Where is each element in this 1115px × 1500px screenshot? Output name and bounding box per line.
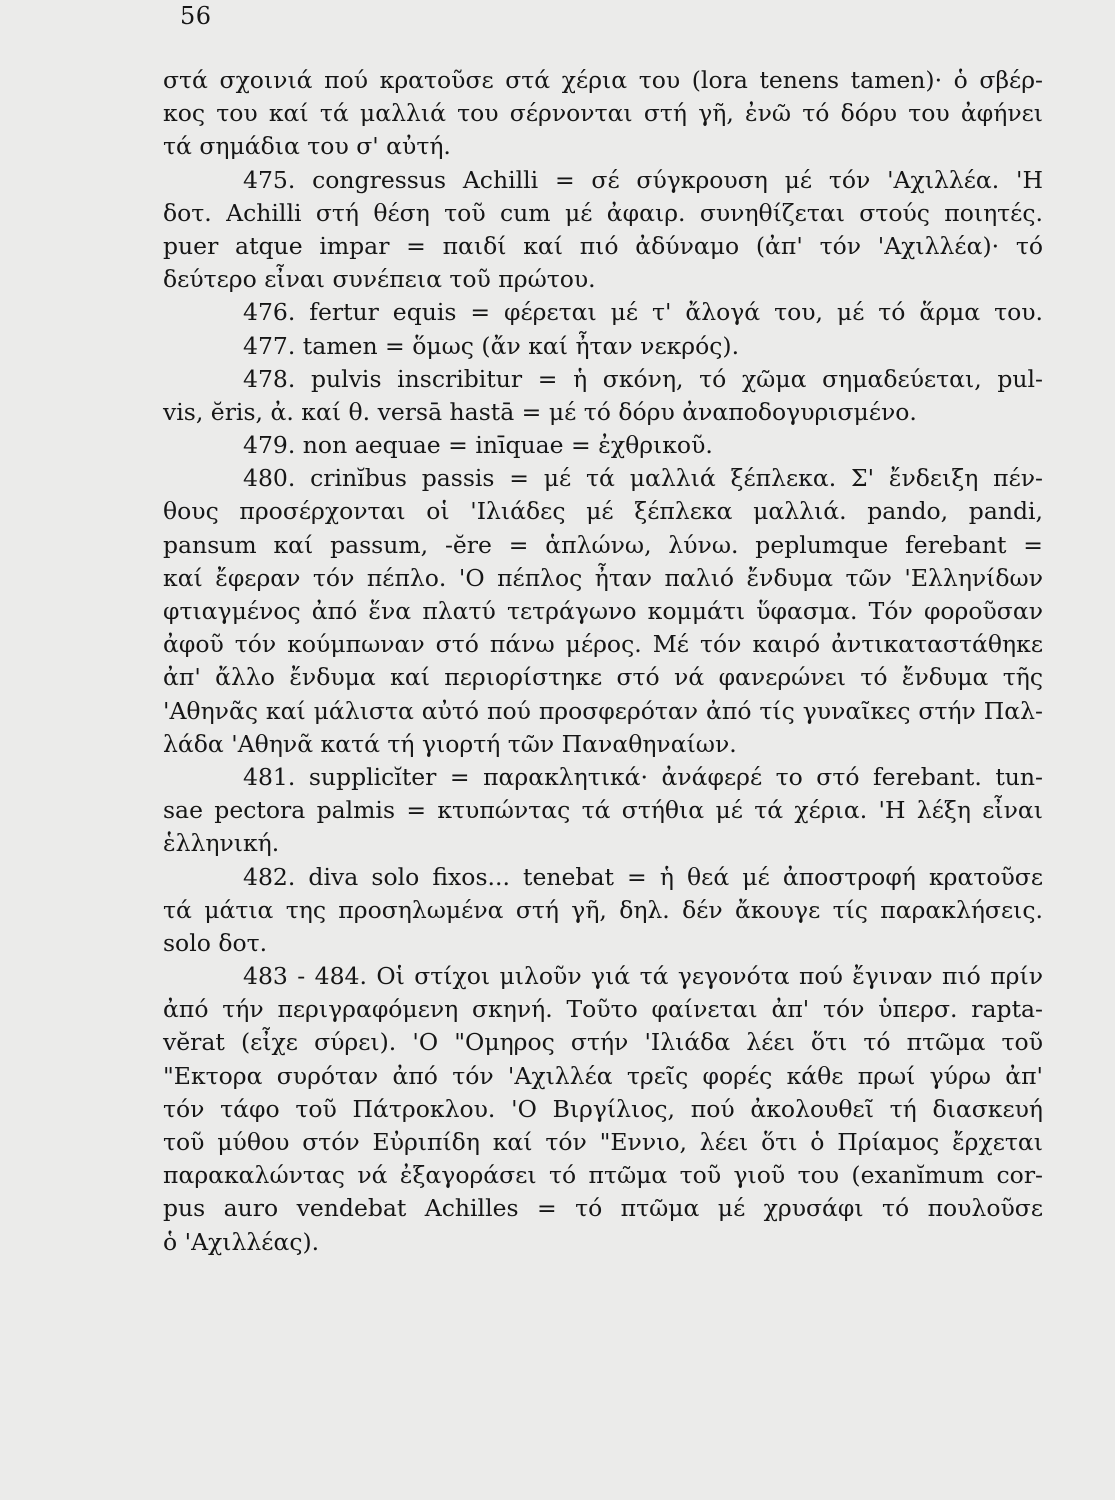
text-line: 'Αθηνᾶς καί μάλιστα αὐτό πού προσφερόταν ἀπό τίς γυναῖκες στήν Παλ- bbox=[163, 696, 1043, 725]
text-line: τόν τάφο τοῦ Πάτροκλου. 'Ο Βιργίλιος, πού ἀκολουθεῖ τή διασκευή bbox=[163, 1094, 1043, 1123]
text-line: vĕrat (εἶχε σύρει). 'Ο "Ομηρος στήν 'Ιλιάδα λέει ὅτι τό πτῶμα τοῦ bbox=[163, 1028, 1043, 1057]
text-line: λάδα 'Αθηνᾶ κατά τή γιορτή τῶν Παναθηναίων. bbox=[163, 729, 737, 758]
text-line: ὁ 'Αχιλλέας). bbox=[163, 1227, 320, 1256]
text-line: ἑλληνική. bbox=[163, 829, 280, 858]
text-line: ἀφοῦ τόν κούμπωναν στό πάνω μέρος. Μέ τόν καιρό ἀντικαταστάθηκε bbox=[163, 630, 1043, 659]
text-line: θους προσέρχονται οἱ 'Ιλιάδες μέ ξέπλεκα μαλλιά. pando, pandi, bbox=[163, 497, 1043, 526]
text-line: παρακαλώντας νά ἐξαγοράσει τό πτῶμα τοῦ γιοῦ του (exanĭmum cor- bbox=[163, 1161, 1043, 1190]
text-line: δεύτερο εἶναι συνέπεια τοῦ πρώτου. bbox=[163, 265, 596, 294]
commentary-text bbox=[163, 64, 1043, 1259]
text-line: τά μάτια της προσηλωμένα στή γῆ, δηλ. δέν ἄκουγε τίς παρακλήσεις. bbox=[163, 895, 1043, 924]
text-line: φτιαγμένος ἀπό ἕνα πλατύ τετράγωνο κομμάτι ὕφασμα. Τόν φοροῦσαν bbox=[163, 597, 1043, 625]
text-line: 475. congressus Achilli = σέ σύγκρουση μέ τόν 'Αχιλλέα. 'Η bbox=[243, 165, 1043, 194]
text-line: 477. tamen = ὅμως (ἄν καί ἦταν νεκρός). bbox=[243, 331, 740, 360]
text-line: καί ἔφεραν τόν πέπλο. 'Ο πέπλος ἦταν παλιό ἔνδυμα τῶν 'Ελληνίδων bbox=[163, 563, 1043, 592]
text-line: 483 - 484. Οἱ στίχοι μιλοῦν γιά τά γεγονότα πού ἔγιναν πιό πρίν bbox=[243, 962, 1043, 991]
text-line: δοτ. Achilli στή θέση τοῦ cum μέ ἀφαιρ. συνηθίζεται στούς ποιητές. bbox=[163, 198, 1043, 227]
text-line: 479. non aequae = inīquae = ἐχθρικοῦ. bbox=[243, 431, 713, 460]
text-line: vis, ĕris, ἀ. καί θ. versā hastā = μέ τό δόρυ ἀναποδογυρισμένο. bbox=[163, 397, 917, 426]
text-line: τοῦ μύθου στόν Εὐριπίδη καί τόν "Εννιο, λέει ὅτι ὁ Πρίαμος ἔρχεται bbox=[163, 1128, 1043, 1156]
page-number: 56 bbox=[180, 2, 212, 30]
text-line: 476. fertur equis = φέρεται μέ τ' ἄλογά του, μέ τό ἅρμα του. bbox=[243, 298, 1043, 327]
text-line: 480. crinĭbus passis = μέ τά μαλλιά ξέπλεκα. Σ' ἔνδειξη πέν- bbox=[243, 464, 1043, 493]
text-line: 478. pulvis inscribitur = ἡ σκόνη, τό χῶμα σημαδεύεται, pul- bbox=[243, 364, 1043, 393]
text-line: ἀπ' ἄλλο ἔνδυμα καί περιορίστηκε στό νά φανερώνει τό ἔνδυμα τῆς bbox=[163, 663, 1043, 692]
text-line: puer atque impar = παιδί καί πιό ἀδύναμο (ἀπ' τόν 'Αχιλλέα)· τό bbox=[163, 231, 1043, 260]
text-line: sae pectora palmis = κτυπώντας τά στήθια μέ τά χέρια. 'Η λέξη εἶναι bbox=[163, 796, 1043, 825]
text-line: 481. supplicĭter = παρακλητικά· ἀνάφερέ το στό ferebant. tun- bbox=[243, 762, 1043, 791]
text-line: pus auro vendebat Achilles = τό πτῶμα μέ χρυσάφι τό πουλοῦσε bbox=[163, 1194, 1043, 1223]
text-line: τά σημάδια του σ' αὐτή. bbox=[163, 132, 451, 161]
text-line: 482. diva solo fixos... tenebat = ἡ θεά μέ ἀποστροφή κρατοῦσε bbox=[243, 862, 1043, 891]
text-line: solo δοτ. bbox=[163, 928, 268, 957]
text-line: ἀπό τήν περιγραφόμενη σκηνή. Τοῦτο φαίνεται ἀπ' τόν ὑπερσ. rapta- bbox=[163, 995, 1043, 1024]
text-line: pansum καί passum, -ĕre = ἁπλώνω, λύνω. peplumque ferebant = bbox=[163, 530, 1043, 559]
text-line: "Εκτορα συρόταν ἀπό τόν 'Αχιλλέα τρεῖς φορές κάθε πρωί γύρω ἀπ' bbox=[163, 1061, 1043, 1090]
text-line: στά σχοινιά πού κρατοῦσε στά χέρια του (lora tenens tamen)· ὁ σβέρ- bbox=[163, 66, 1043, 94]
text-line: κος του καί τά μαλλιά του σέρνονται στή γῆ, ἐνῶ τό δόρυ του ἀφήνει bbox=[163, 99, 1043, 128]
